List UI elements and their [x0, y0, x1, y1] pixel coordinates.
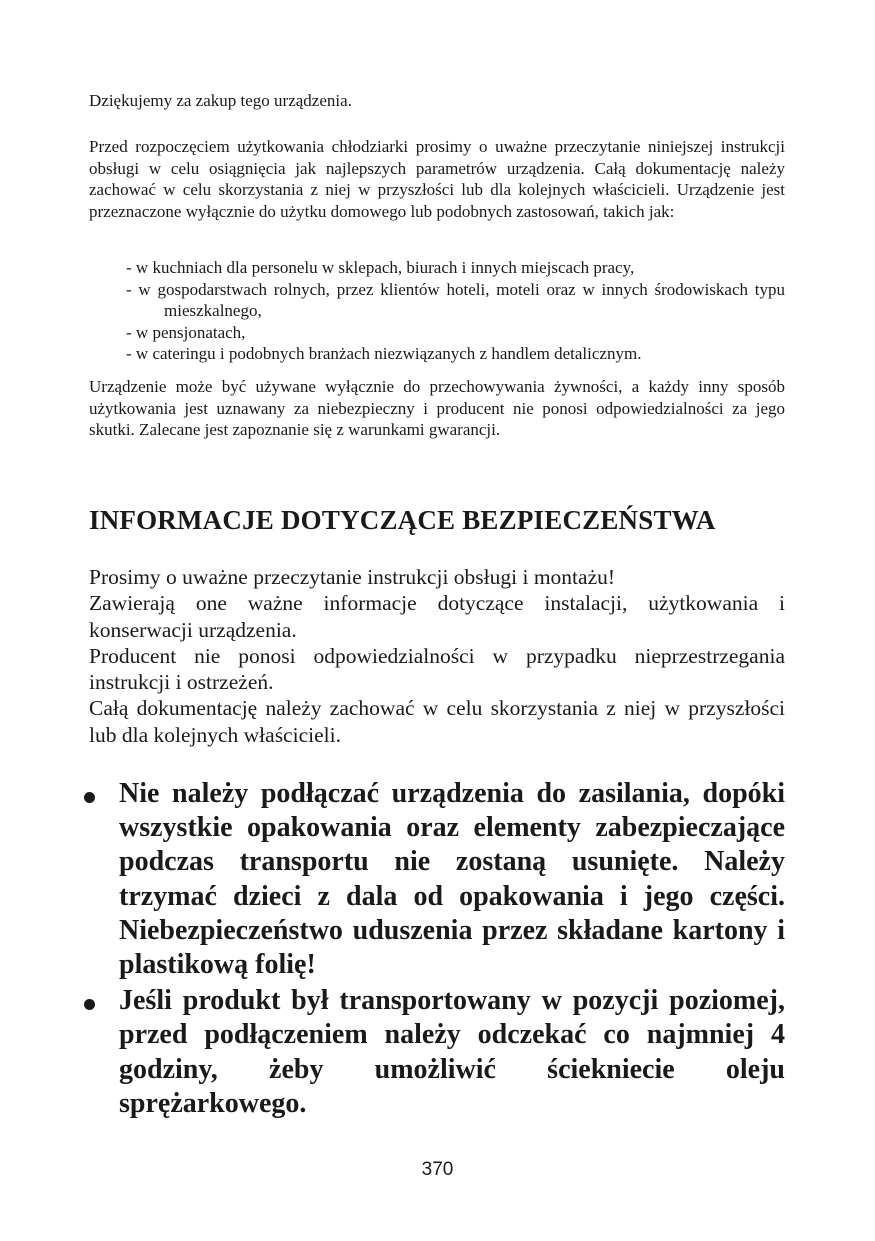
warning-text: Jeśli produkt był transportowany w pozycji poziomej, przed podłączeniem należy odczekać co najmniej 4 godziny, żeby umożliwić ściekniecie oleju sprężarkowego.	[119, 985, 785, 1119]
safety-info	[89, 564, 785, 748]
safety-paragraph: Producent nie ponosi odpowiedzialności w przypadku nieprzestrzegania instrukcji i ostrzeżeń.	[89, 643, 785, 695]
bullet-icon	[84, 792, 95, 803]
intended-uses-list	[126, 257, 785, 365]
warning-item	[84, 984, 785, 1121]
intro-paragraph: Przed rozpoczęciem użytkowania chłodziarki prosimy o uważne przeczytanie niniejszej instrukcji obsługi w celu osiągnięcia jak najlepszych parametrów urządzenia. Całą dokumentację należy zachować w celu skorzystania z niej w przyszłości lub dla kolejnych właścicieli. Urządzenie jest przeznaczone wyłącznie do użytku domowego lub podobnych zastosowań, takich jak:	[89, 137, 785, 221]
list-item: - w kuchniach dla personelu w sklepach, biurach i innych miejscach pracy,	[126, 258, 635, 277]
safety-heading: INFORMACJE DOTYCZĄCE BEZPIECZEŃSTWA	[89, 505, 716, 535]
warning-item	[84, 777, 785, 982]
warnings-list	[84, 777, 785, 1121]
thanks-text: Dziękujemy za zakup tego urządzenia.	[89, 91, 352, 110]
list-item: - w gospodarstwach rolnych, przez klientów hoteli, moteli oraz w innych środowiskach typu mieszkalnego,	[126, 279, 785, 321]
warning-text: Nie należy podłączać urządzenia do zasilania, dopóki wszystkie opakowania oraz elementy zabezpieczające podczas transportu nie zostaną usunięte. Należy trzymać dzieci z dala od opakowania i jego części. Niebezpieczeństwo uduszenia przez składane kartony i plastikową folię!	[119, 778, 785, 981]
safety-paragraph: Zawierają one ważne informacje dotyczące instalacji, użytkowania i konserwacji urządzenia.	[89, 591, 785, 642]
page-number: 370	[421, 1159, 454, 1180]
bullet-icon	[84, 999, 95, 1010]
safety-paragraph: Prosimy o uważne przeczytanie instrukcji obsługi i montażu!	[89, 565, 616, 589]
list-item: - w pensjonatach,	[126, 322, 246, 342]
usage-note: Urządzenie może być używane wyłącznie do przechowywania żywności, a każdy inny sposób użytkowania jest uznawany za niebezpieczny i producent nie ponosi odpowiedzialności za jego skutki. Zalecane jest zapoznanie się z warunkami gwarancji.	[89, 377, 785, 440]
safety-paragraph: Całą dokumentację należy zachować w celu skorzystania z niej w przyszłości lub dla kolejnych właścicieli.	[89, 696, 785, 747]
list-item: - w cateringu i podobnych branżach niezwiązanych z handlem detalicznym.	[126, 344, 642, 364]
